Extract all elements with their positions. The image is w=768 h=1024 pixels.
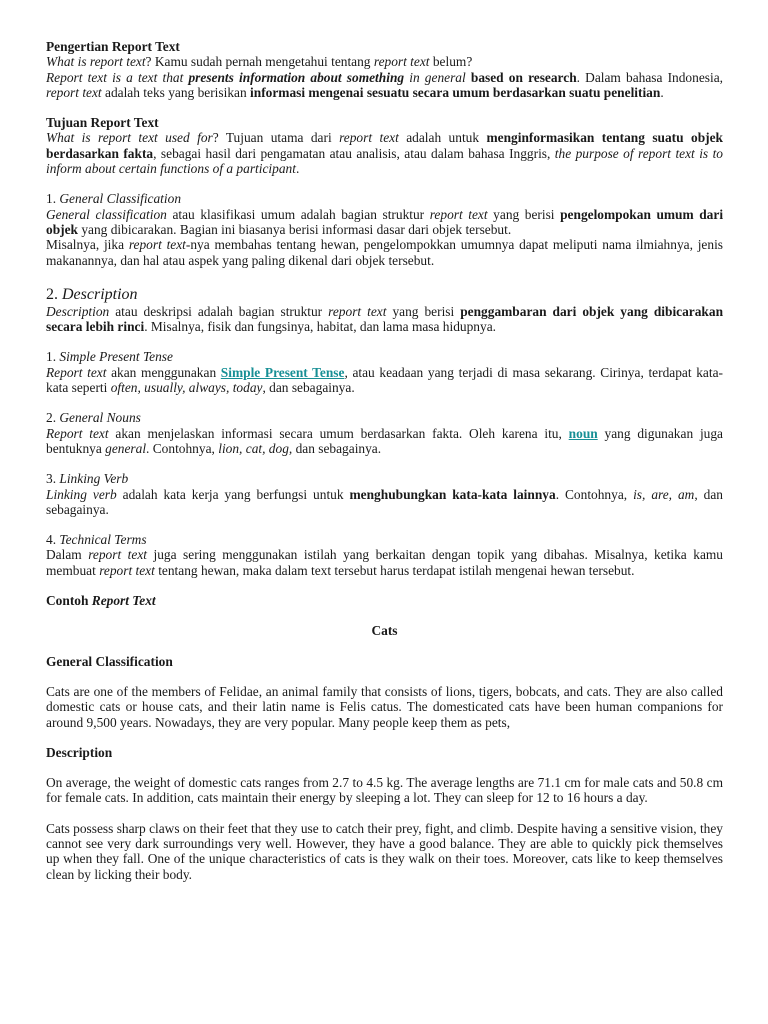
noun-link[interactable]: noun <box>568 425 598 441</box>
heading-general-nouns: 2. General Nouns <box>46 410 141 426</box>
technical-terms-paragraph: Dalam report text juga sering menggunakan istilah yang berkaitan dengan topik yang dibahas. Misalnya, ketika kamu membuat report text tentang hewan, maka dalam text tersebut harus terdapat istilah mengenai hewan tersebut. <box>46 547 723 578</box>
example-gc-heading: General Classification <box>46 653 173 669</box>
document-page <box>46 39 723 882</box>
example-description-paragraph-1: On average, the weight of domestic cats ranges from 2.7 to 4.5 kg. The average lengths are 71.1 cm for male cats and 50.8 cm for female cats. In addition, cats maintain their energy by sleeping a lot. They can sleep for 12 to 16 hours a day. <box>46 775 723 806</box>
heading-linking-verb: 3. Linking Verb <box>46 471 129 487</box>
general-classification-example: Misalnya, jika report text-nya membahas tentang hewan, pengelompokkan umumnya dapat meliputi nama ilmiahnya, jenis makanannya, dan hal atau aspek yang paling dikenal dari objek tersebut. <box>46 237 723 268</box>
general-classification-paragraph: General classification atau klasifikasi umum adalah bagian struktur report text yang berisi pengelompokan umum dari objek yang dibicarakan. Bagian ini biasanya berisi informasi dasar dari objek tersebut. <box>46 206 724 237</box>
example-description-heading: Description <box>46 744 113 760</box>
heading-description: 2. Description <box>46 285 138 303</box>
purpose-paragraph: What is report text used for? Tujuan utama dari report text adalah untuk menginformasikan tentang suatu objek berdasarkan fakta, sebagai hasil dari pengamatan atau analisis, atau dalam bahasa Inggris, the purpose of report text is to inform about certain functions of a participant. <box>46 130 723 177</box>
simple-present-tense-link[interactable]: Simple Present Tense <box>220 364 345 380</box>
section-title-tujuan: Tujuan Report Text <box>46 115 159 131</box>
simple-present-paragraph: Report text akan menggunakan Simple Present Tense, atau keadaan yang terjadi di masa sekarang. Cirinya, terdapat kata-kata seperti often, usually, always, today, dan sebagainya. <box>46 364 723 396</box>
example-title: Cats <box>371 623 398 639</box>
heading-simple-present-tense: 1. Simple Present Tense <box>46 349 173 365</box>
heading-general-classification: 1. General Classification <box>46 191 182 207</box>
definition-paragraph: Report text is a text that presents information about something in general based on research. Dalam bahasa Indonesia, report text adalah teks yang berisikan informasi mengenai sesuatu secara umum berdasarkan suatu penelitian. <box>46 69 723 100</box>
question-paragraph: What is report text? Kamu sudah pernah mengetahui tentang report text belum? <box>46 54 473 70</box>
example-gc-paragraph: Cats are one of the members of Felidae, an animal family that consists of lions, tigers, bobcats, and cats. They are also called domestic cats or house cats, and their latin name is Felis catus. The domesticated cats have been human companions for around 9,500 years. Nowadays, they are very popular. Many people keep them as pets, <box>46 683 723 730</box>
example-description-paragraph-2: Cats possess sharp claws on their feet that they use to catch their prey, fight, and climb. Despite having a sensitive vision, they cannot see very dark surroundings very well. However, they have a good balance. They are able to quickly pick themselves up when they fall. One of the unique characteristics of cats is they walk on their toes. Moreover, cats like to keep themselves clean by licking their body. <box>46 820 723 882</box>
example-heading: Contoh Report Text <box>46 593 156 609</box>
description-paragraph: Description atau deskripsi adalah bagian struktur report text yang berisi penggambaran dari objek yang dibicarakan secara lebih rinci. Misalnya, fisik dan fungsinya, habitat, dan lama masa hidupnya. <box>46 303 724 335</box>
heading-technical-terms: 4. Technical Terms <box>46 532 147 548</box>
linking-verb-paragraph: Linking verb adalah kata kerja yang berfungsi untuk menghubungkan kata-kata lainnya. Contohnya, is, are, am, dan sebagainya. <box>46 486 724 517</box>
general-nouns-paragraph: Report text akan menjelaskan informasi secara umum berdasarkan fakta. Oleh karena itu, noun yang digunakan juga bentuknya general. Contohnya, lion, cat, dog, dan sebagainya. <box>46 425 724 456</box>
section-title-pengertian: Pengertian Report Text <box>46 39 180 54</box>
